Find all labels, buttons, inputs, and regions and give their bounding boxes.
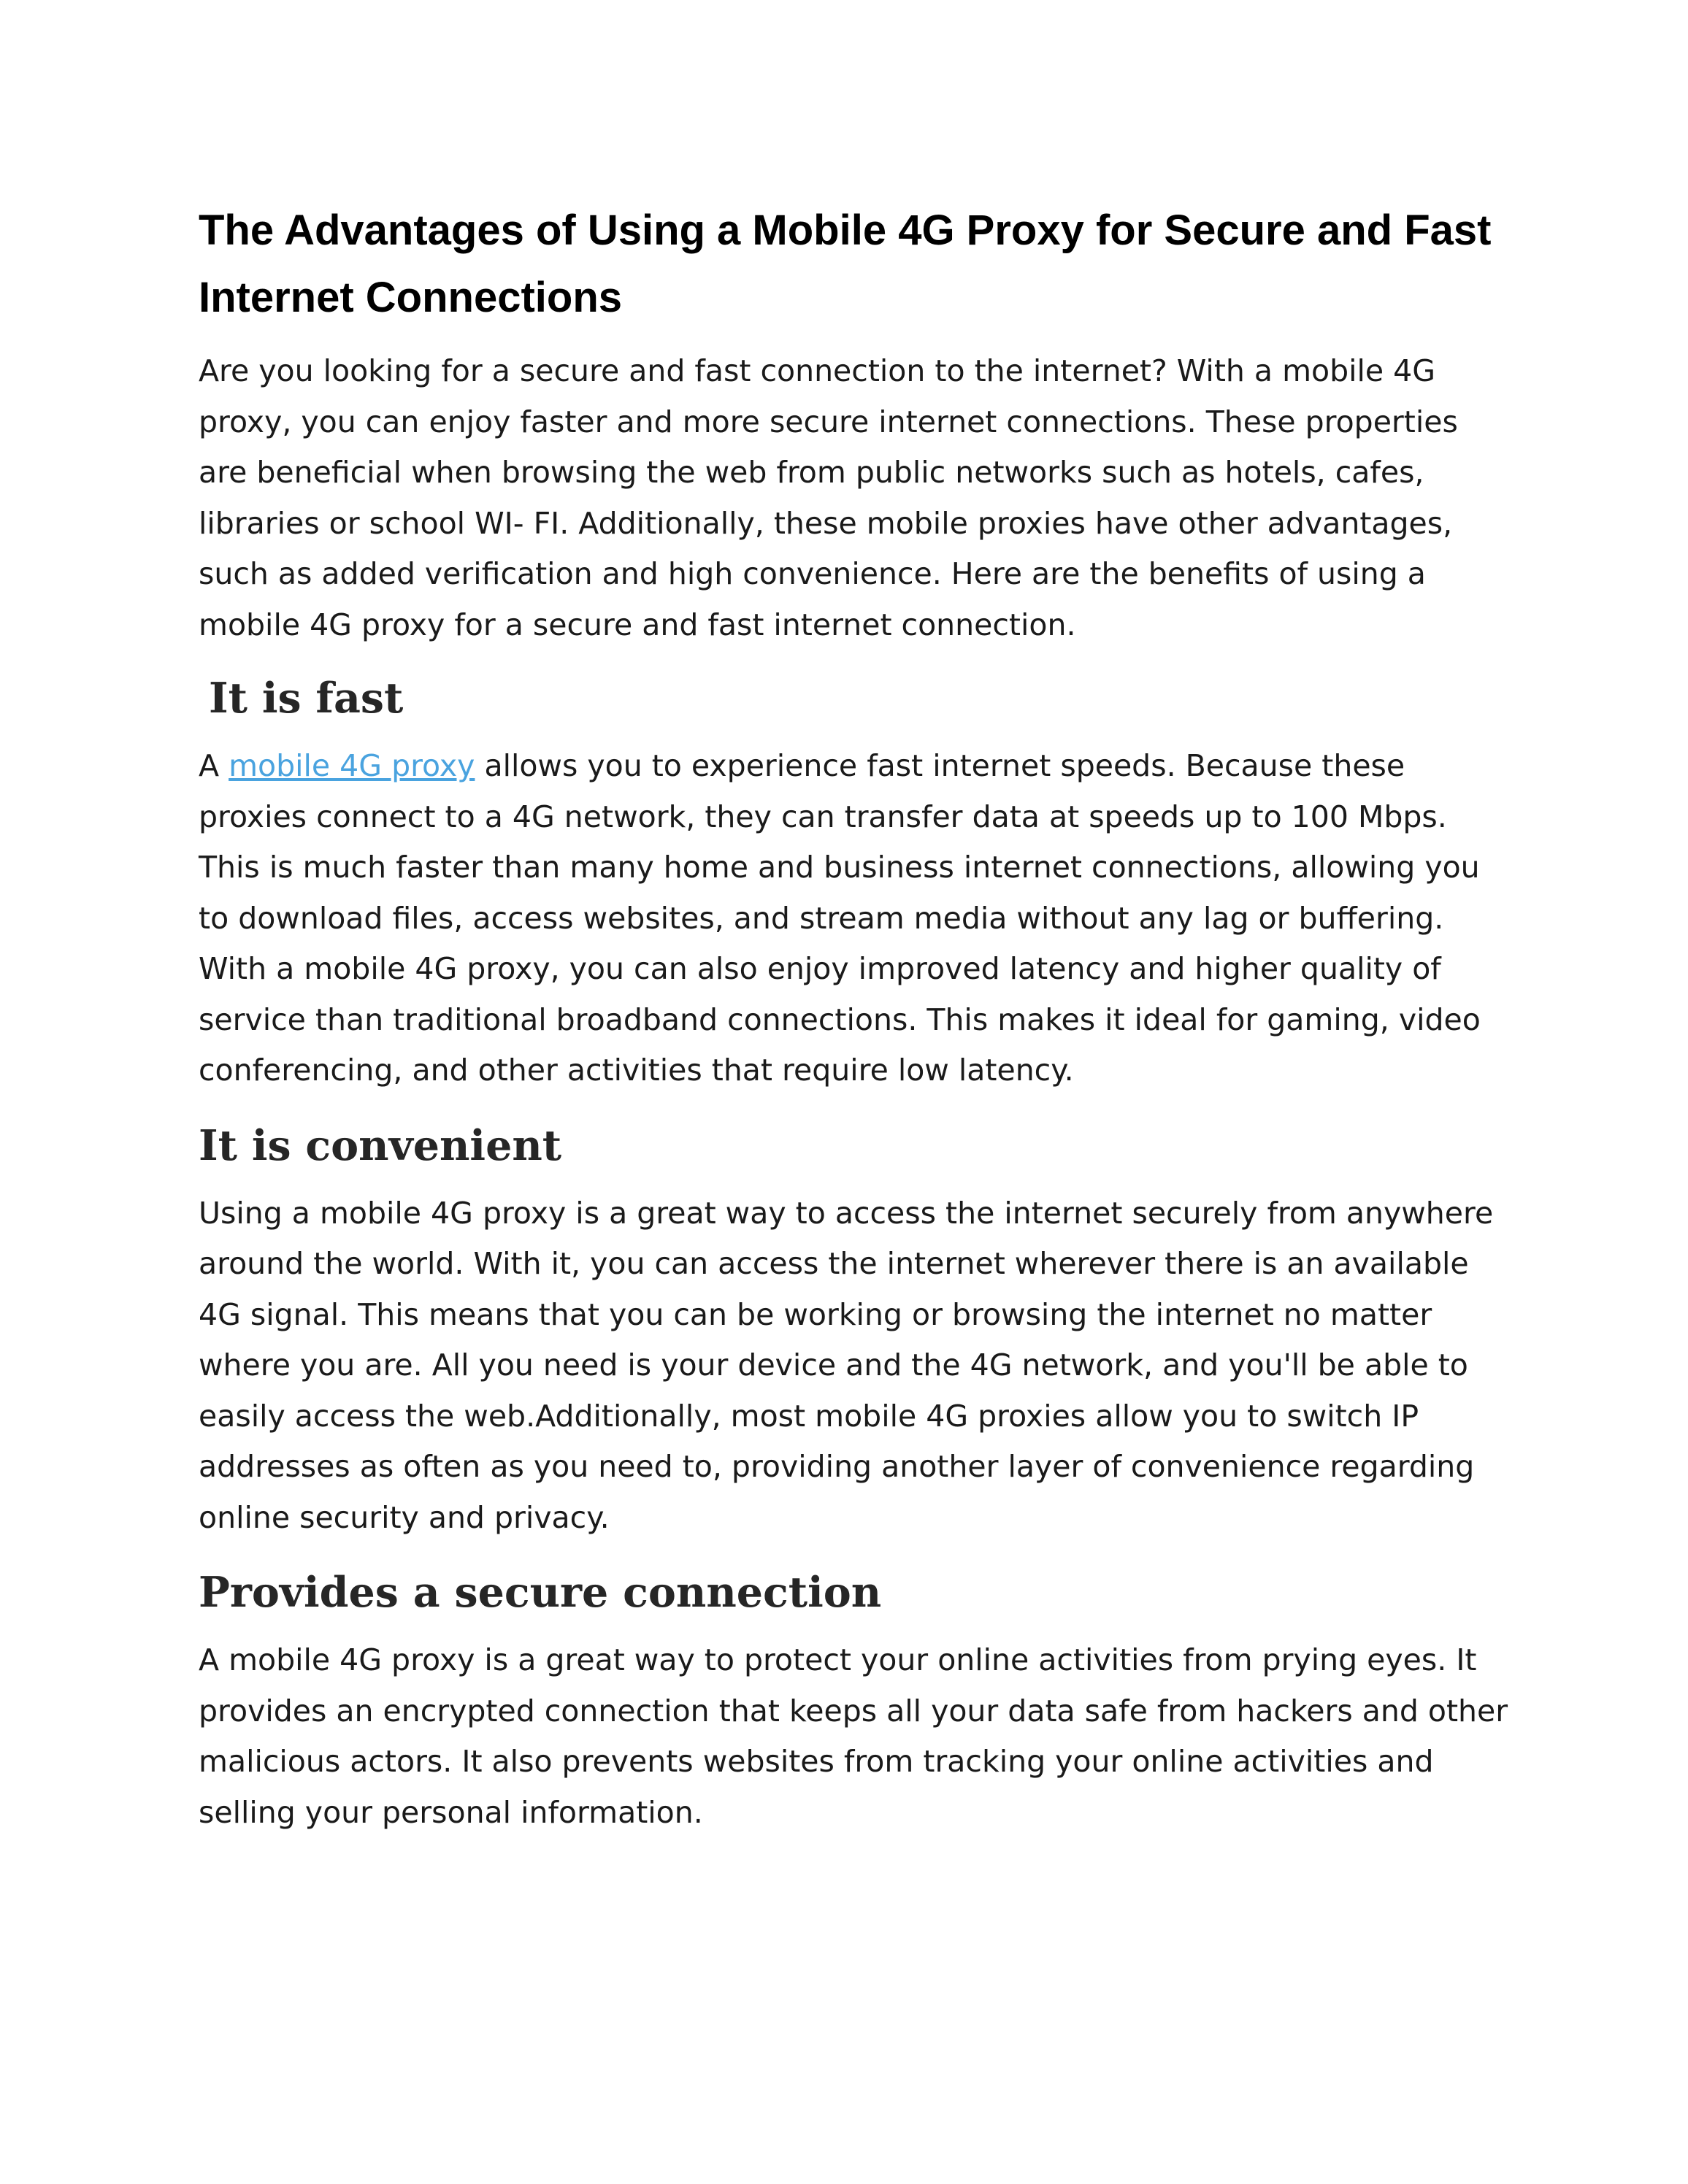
section-paragraph-convenient: Using a mobile 4G proxy is a great way to access the internet securely from anywhere around the world. With it, you can access the internet wherever there is an available 4G signal. This means that you can be working or browsing the internet no matter where you are. All you need is your device and the 4G network, and you'll be able to easily access the web.Additionally, most mobile 4G proxies allow you to switch IP addresses as often as you need to, providing another layer of convenience regarding online security and privacy. — [199, 1195, 1494, 1535]
mobile-4g-proxy-link[interactable]: mobile 4G proxy — [229, 748, 475, 783]
section-paragraph-fast — [199, 741, 1513, 1096]
intro-paragraph: Are you looking for a secure and fast connection to the internet? With a mobile 4G proxy, you can enjoy faster and more secure internet connections. These properties are beneficial when browsing the web from public networks such as hotels, cafes, libraries or school WI- FI. Additionally, these mobile proxies have other advantages, such as added verification and high convenience. Here are the benefits of using a mobile 4G proxy for a secure and fast internet connection. — [199, 353, 1458, 642]
document-body — [199, 197, 1513, 1838]
section-heading-convenient: It is convenient — [199, 1120, 562, 1170]
paragraph-prefix: A — [199, 748, 229, 783]
section-heading-fast: It is fast — [209, 674, 404, 723]
section-heading-secure: Provides a secure connection — [199, 1568, 882, 1617]
section-paragraph-secure: A mobile 4G proxy is a great way to protect your online activities from prying eyes. It provides an encrypted connection that keeps all your data safe from hackers and other malicious actors. It also prevents websites from tracking your online activities and selling your personal information. — [199, 1642, 1508, 1830]
document-title: The Advantages of Using a Mobile 4G Proxy for Secure and Fast Internet Connections — [199, 207, 1492, 321]
paragraph-text: allows you to experience fast internet speeds. Because these proxies connect to a 4G network, they can transfer data at speeds up to 100 Mbps. This is much faster than many home and business internet connections, allowing you to download files, access websites, and stream media without any lag or buffering. With a mobile 4G proxy, you can also enjoy improved latency and higher quality of service than traditional broadband connections. This makes it ideal for gaming, video conferencing, and other activities that require low latency. — [199, 748, 1481, 1088]
